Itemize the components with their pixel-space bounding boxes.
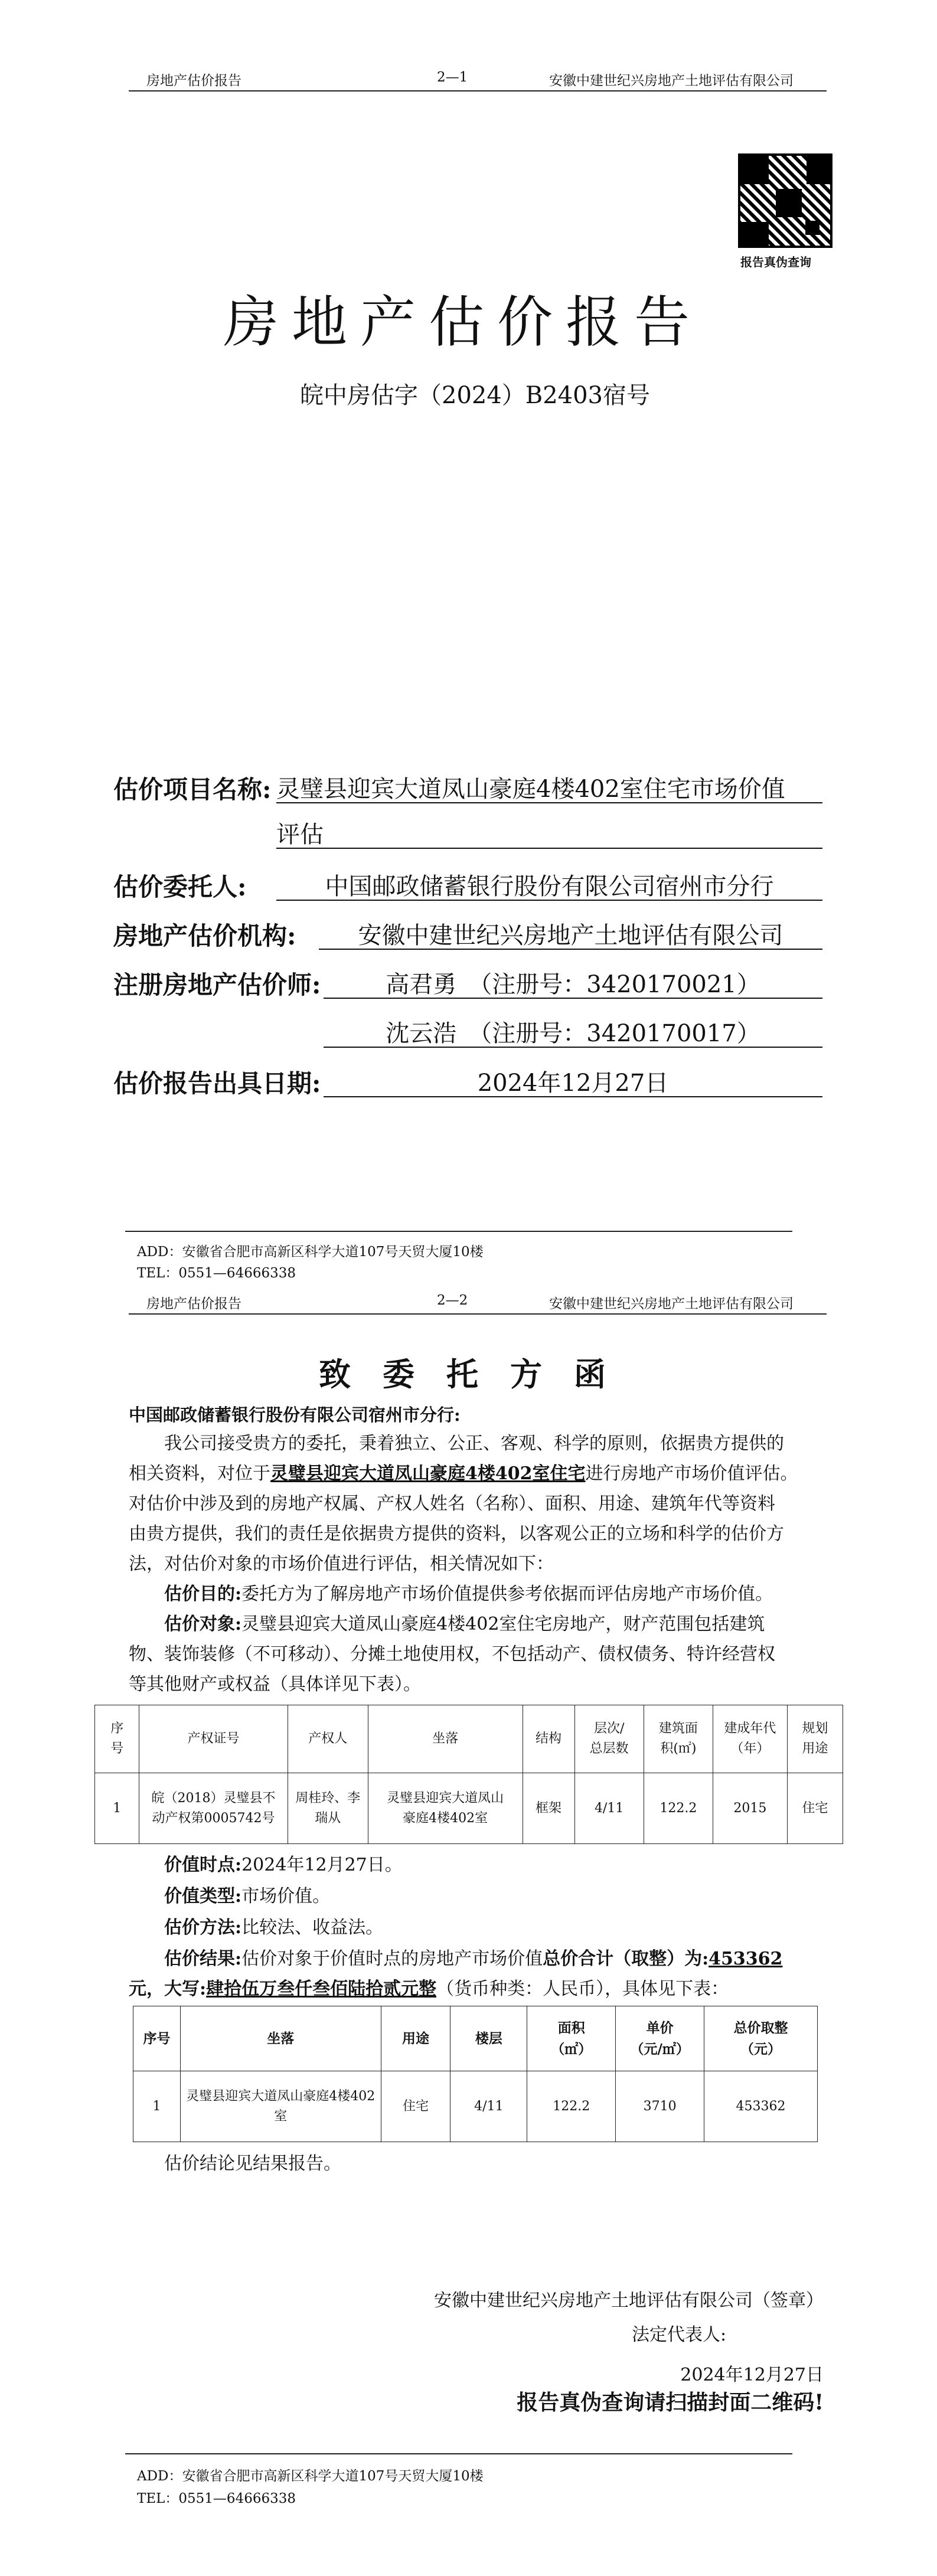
appraiser-1: 高君勇 （注册号：3420170021） <box>324 966 822 999</box>
footer-tel: TEL：0551—64666338 <box>137 1266 296 1281</box>
letter-title: 致 委 托 方 函 <box>319 1355 606 1393</box>
report-title: 房地产估价报告 <box>223 290 703 355</box>
header-page-number: 2—2 <box>437 1293 468 1308</box>
result-table <box>133 2006 818 2142</box>
table-cell: 122.2 <box>644 1773 713 1844</box>
table-cell: 4/11 <box>574 1773 644 1844</box>
table-cell: 1 <box>95 1773 139 1844</box>
project-label: 估价项目名称: <box>113 775 272 804</box>
object-text: 灵璧县迎宾大道凤山豪庭4楼402室住宅房地产，财产范围包括建筑 <box>241 1614 765 1634</box>
purpose-text: 委托方为了解房地产市场价值提供参考依据而评估房地产市场价值。 <box>241 1584 773 1604</box>
table-cell: 住宅 <box>787 1773 843 1844</box>
property-address: 灵璧县迎宾大道凤山豪庭4楼402室住宅 <box>270 1463 586 1484</box>
header-right: 安徽中建世纪兴房地产土地评估有限公司 <box>549 1296 794 1312</box>
header-cell: 用途 <box>381 2006 450 2071</box>
intro-line <box>129 1459 825 1489</box>
header-cell: 坐落 <box>368 1705 523 1773</box>
header-cell: 单价 （元/㎡） <box>616 2006 704 2071</box>
result-line: 估价结果:估价对象于价值时点的房地产市场价值总价合计（取整）为:453362 <box>164 1949 783 1969</box>
result-line: 元，大写:肆拾伍万叁仟叁佰陆拾贰元整（货币种类：人民币），具体见下表： <box>129 1979 729 1999</box>
intro-paragraph <box>129 1428 825 1579</box>
signature-date: 2024年12月27日 <box>680 2365 824 2385</box>
footer-address: ADD：安徽省合肥市高新区科学大道107号天贸大厦10楼 <box>137 1244 484 1260</box>
purpose-label: 估价目的: <box>164 1584 242 1604</box>
qr-caption: 报告真伪查询 <box>740 255 811 269</box>
table-cell: 453362 <box>704 2071 818 2142</box>
table-cell: 122.2 <box>527 2071 616 2142</box>
agency-label: 房地产估价机构: <box>113 921 296 950</box>
purpose <box>129 1579 825 1609</box>
signature-company: 安徽中建世纪兴房地产土地评估有限公司（签章） <box>434 2290 824 2311</box>
table-row <box>95 1773 843 1844</box>
table-cell: 1 <box>133 2071 181 2142</box>
project-value-line1: 灵璧县迎宾大道凤山豪庭4楼402室住宅市场价值 <box>276 770 822 803</box>
footer-rule <box>125 1231 792 1232</box>
table-cell: 4/11 <box>450 2071 527 2142</box>
table-cell: 住宅 <box>381 2071 450 2142</box>
table-cell: 框架 <box>523 1773 574 1844</box>
intro-text: 进行房地产市场价值评估。 <box>585 1463 798 1484</box>
date-value: 2024年12月27日 <box>324 1064 822 1097</box>
object <box>129 1609 825 1699</box>
table-cell: 灵璧县迎宾大道凤山豪庭4楼402 室 <box>180 2071 381 2142</box>
header-cell: 序号 <box>133 2006 181 2071</box>
object-line <box>129 1609 825 1639</box>
header-left: 房地产估价报告 <box>146 1296 241 1312</box>
intro-line: 对估价中涉及到的房地产权属、产权人姓名（名称）、面积、用途、建筑年代等资料 <box>129 1493 775 1514</box>
valuation-method: 估价方法:比较法、收益法。 <box>164 1917 384 1938</box>
project-value-line2: 评估 <box>276 816 822 849</box>
footer-rule <box>125 2453 792 2454</box>
date-label: 估价报告出具日期: <box>113 1069 321 1098</box>
qr-code-icon <box>738 153 832 248</box>
value-type: 价值类型:市场价值。 <box>164 1886 331 1907</box>
header-cell: 结构 <box>523 1705 574 1773</box>
header-rule <box>129 1313 827 1315</box>
appraiser-2: 沈云浩 （注册号：3420170017） <box>324 1015 822 1048</box>
table-header-row <box>133 2006 818 2071</box>
value-date: 价值时点:2024年12月27日。 <box>164 1855 403 1875</box>
table-cell: 灵璧县迎宾大道凤山 豪庭4楼402室 <box>368 1773 523 1844</box>
table-cell: 周桂玲、李 瑞从 <box>288 1773 368 1844</box>
object-line: 物、装饰装修（不可移动）、分摊土地使用权，不包括动产、债权债务、特许经营权 <box>129 1644 775 1665</box>
footer-address: ADD：安徽省合肥市高新区科学大道107号天贸大厦10楼 <box>137 2469 484 2484</box>
object-label: 估价对象: <box>164 1614 242 1634</box>
addressee: 中国邮政储蓄银行股份有限公司宿州市分行: <box>129 1405 461 1425</box>
header-cell: 面积 （㎡） <box>527 2006 616 2071</box>
header-cell: 产权人 <box>288 1705 368 1773</box>
header-cell: 总价取整 （元） <box>704 2006 818 2071</box>
header-cell: 规划 用途 <box>787 1705 843 1773</box>
header-cell: 序 号 <box>95 1705 139 1773</box>
table-cell: 2015 <box>713 1773 788 1844</box>
conclusion: 估价结论见结果报告。 <box>164 2153 341 2174</box>
table-header-row <box>95 1705 843 1773</box>
intro-text: 相关资料，对位于 <box>129 1463 270 1484</box>
property-table <box>94 1705 843 1844</box>
footer-tel: TEL：0551—64666338 <box>137 2491 296 2506</box>
header-left: 房地产估价报告 <box>146 73 241 89</box>
result-amount: 453362 <box>709 1949 783 1969</box>
header-cell: 产权证号 <box>139 1705 288 1773</box>
header-rule <box>129 90 827 91</box>
header-cell: 建成年代 （年） <box>713 1705 788 1773</box>
header-cell: 坐落 <box>180 2006 381 2071</box>
appraiser-label: 注册房地产估价师: <box>113 970 321 999</box>
table-cell: 皖（2018）灵璧县不 动产权第0005742号 <box>139 1773 288 1844</box>
client-label: 估价委托人: <box>113 872 247 901</box>
intro-line: 我公司接受贵方的委托，秉着独立、公正、客观、科学的原则，依据贵方提供的 <box>164 1433 784 1454</box>
report-number: 皖中房估字（2024）B2403宿号 <box>300 382 650 409</box>
agency-value: 安徽中建世纪兴房地产土地评估有限公司 <box>319 917 822 950</box>
table-cell: 3710 <box>616 2071 704 2142</box>
object-line: 等其他财产或权益（具体详见下表）。 <box>129 1674 421 1695</box>
verification-notice: 报告真伪查询请扫描封面二维码! <box>517 2390 824 2415</box>
header-right: 安徽中建世纪兴房地产土地评估有限公司 <box>549 73 794 89</box>
intro-line: 由贵方提供，我们的责任是依据贵方提供的资料，以客观公正的立场和科学的估价方 <box>129 1524 784 1544</box>
intro-line: 法，对估价对象的市场价值进行评估，相关情况如下： <box>129 1554 554 1574</box>
header-cell: 楼层 <box>450 2006 527 2071</box>
valuation-result <box>129 1944 831 2004</box>
result-amount-words: 肆拾伍万叁仟叁佰陆拾贰元整 <box>206 1979 437 1999</box>
header-cell: 建筑面 积(㎡) <box>644 1705 713 1773</box>
table-row <box>133 2071 818 2142</box>
signature-rep: 法定代表人: <box>632 2325 727 2345</box>
client-value: 中国邮政储蓄银行股份有限公司宿州市分行 <box>276 868 822 901</box>
header-page-number: 2—1 <box>437 70 468 85</box>
header-cell: 层次/ 总层数 <box>574 1705 644 1773</box>
